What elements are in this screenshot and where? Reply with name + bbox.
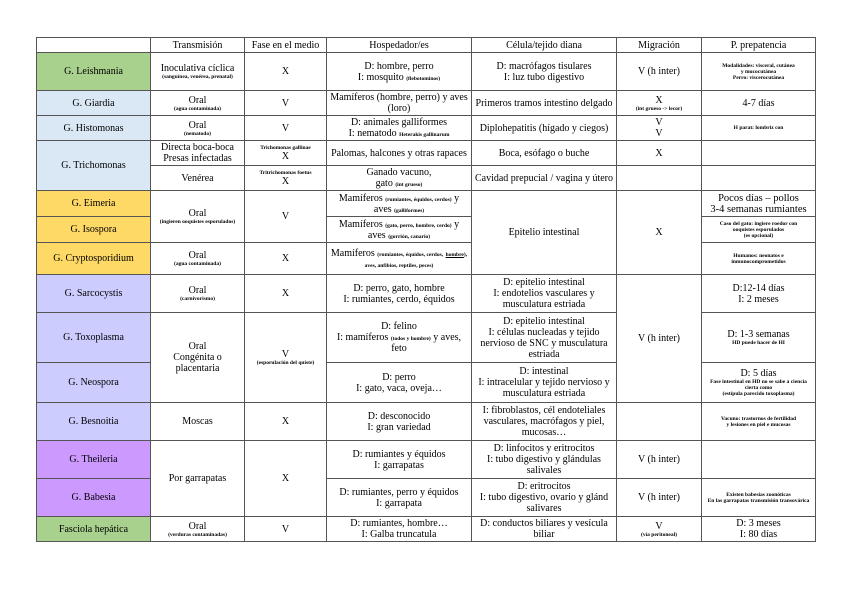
fase-cell: V xyxy=(245,191,327,243)
migracion-cell: X xyxy=(617,191,702,275)
transmision-cell: Moscas xyxy=(151,403,245,441)
fase-cell: Trichomonas gallinae X xyxy=(245,141,327,166)
table-row xyxy=(37,517,816,542)
transmision-cell: Oral (carnivorismo) xyxy=(151,275,245,313)
genus-cell: G. Histomonas xyxy=(37,116,151,141)
genus-cell: G. Babesia xyxy=(37,479,151,517)
hospedador-cell: D: animales galliformes I: nematodo Heterakis gallinarum xyxy=(327,116,472,141)
prepatencia-cell: Humanos: neonatos e inmunocomprometidos xyxy=(702,243,816,275)
prepatencia-cell xyxy=(702,166,816,191)
migracion-cell: X xyxy=(617,141,702,166)
genus-cell: G. Giardia xyxy=(37,91,151,116)
celula-cell: Epitelio intestinal xyxy=(472,191,617,275)
table-row xyxy=(37,91,816,116)
genus-cell: G. Besnoitia xyxy=(37,403,151,441)
celula-cell: D: macrófagos tisulares I: luz tubo digestivo xyxy=(472,53,617,91)
hospedador-cell: D: felino I: mamíferos (todos y hombre) y aves, feto xyxy=(327,313,472,363)
prepatencia-cell: D: 3 meses I: 80 días xyxy=(702,517,816,542)
fase-cell: V (esporulación del quiste) xyxy=(245,313,327,403)
genus-cell: G. Eimeria xyxy=(37,191,151,217)
celula-cell: D: conductos biliares y vesícula biliar xyxy=(472,517,617,542)
migracion-cell: V (h inter) xyxy=(617,479,702,517)
transmision-cell: Oral (agua contaminada) xyxy=(151,243,245,275)
parasites-table xyxy=(36,37,816,542)
hospedador-cell: D: perro I: gato, vaca, oveja… xyxy=(327,363,472,403)
transmision-cell: Oral (ingieren ooquistes esporulados) xyxy=(151,191,245,243)
genus-cell: G. Isospora xyxy=(37,217,151,243)
prepatencia-cell xyxy=(702,441,816,479)
genus-cell: G. Theileria xyxy=(37,441,151,479)
celula-cell: Cavidad prepucial / vagina y útero xyxy=(472,166,617,191)
prepatencia-cell: Modalidades: visceral, cutánea y mucocutánea Perro: viscerocutánea xyxy=(702,53,816,91)
header-celula: Célula/tejido diana xyxy=(472,38,617,53)
transmision-cell: Inoculativa cíclica (sanguínea, venérea, prenatal) xyxy=(151,53,245,91)
hospedador-cell: Palomas, halcones y otras rapaces xyxy=(327,141,472,166)
migracion-cell: X (int grueso -> lecor) xyxy=(617,91,702,116)
transmision-cell: Por garrapatas xyxy=(151,441,245,517)
migracion-cell: V (h inter) xyxy=(617,441,702,479)
header-transmision: Transmisión xyxy=(151,38,245,53)
prepatencia-cell: D: 5 días Fase intestinal en HD no se sabe a ciencia cierta como (estípula parecido toxoplasma) xyxy=(702,363,816,403)
header-hospedador: Hospedador/es xyxy=(327,38,472,53)
hospedador-cell: Mamíferos (rumiantes, équidos, cerdos) y aves (galliformes) xyxy=(327,191,472,217)
prepatencia-cell xyxy=(702,141,816,166)
transmision-cell: Oral (agua contaminada) xyxy=(151,91,245,116)
transmision-cell: Oral (nematodo) xyxy=(151,116,245,141)
prepatencia-cell: D: 1-3 semanas HD puede hacer de HI xyxy=(702,313,816,363)
table-row xyxy=(37,141,816,166)
celula-cell: D: epitelio intestinal I: endotelios vasculares y musculatura estriada xyxy=(472,275,617,313)
migracion-cell: V (h inter) xyxy=(617,275,702,403)
hospedador-cell: D: desconocido I: gran variedad xyxy=(327,403,472,441)
migracion-cell: V (h inter) xyxy=(617,53,702,91)
hospedador-cell: D: rumiantes, perro y équidos I: garrapata xyxy=(327,479,472,517)
header-migracion: Migración xyxy=(617,38,702,53)
header-genus xyxy=(37,38,151,53)
celula-cell: Primeros tramos intestino delgado xyxy=(472,91,617,116)
table-row xyxy=(37,441,816,479)
prepatencia-cell: H parat: lombriz con xyxy=(702,116,816,141)
prepatencia-cell: Existen babesias zoonóticas En las garrapatas transmisión transovárica xyxy=(702,479,816,517)
transmision-cell: Directa boca-boca Presas infectadas xyxy=(151,141,245,166)
hospedador-cell: Mamíferos (gato, perro, hombre, cerdo) y aves (gorrión, canario) xyxy=(327,217,472,243)
celula-cell: D: epitelio intestinal I: células nucleadas y tejido nervioso de SNC y musculatura estriada xyxy=(472,313,617,363)
fase-cell: X xyxy=(245,275,327,313)
header-prepatencia: P. prepatencia xyxy=(702,38,816,53)
fase-cell: X xyxy=(245,403,327,441)
prepatencia-cell: 4-7 días xyxy=(702,91,816,116)
hospedador-cell: Mamíferos (hombre, perro) y aves (loro) xyxy=(327,91,472,116)
prepatencia-cell: D:12-14 días I: 2 meses xyxy=(702,275,816,313)
genus-cell: G. Trichomonas xyxy=(37,141,151,191)
table-row xyxy=(37,275,816,313)
hospedador-cell: Mamíferos (rumiantes, équidos, cerdos, hombre), aves, anfibios, reptiles, peces) xyxy=(327,243,472,275)
genus-cell: G. Cryptosporidium xyxy=(37,243,151,275)
fase-cell: V xyxy=(245,517,327,542)
prepatencia-cell: Caso del gato: ingiere roedor con ooquistes esporulados (es opcional) xyxy=(702,217,816,243)
fase-cell: X xyxy=(245,53,327,91)
fase-cell: V xyxy=(245,91,327,116)
migracion-cell: V V xyxy=(617,116,702,141)
migracion-cell xyxy=(617,166,702,191)
table-row xyxy=(37,403,816,441)
celula-cell: Diplohepatitis (hígado y ciegos) xyxy=(472,116,617,141)
celula-cell: I: fibroblastos, cél endoteliales vasculares, macrófagos y piel, mucosas… xyxy=(472,403,617,441)
genus-cell: G. Neospora xyxy=(37,363,151,403)
transmision-cell: Venérea xyxy=(151,166,245,191)
fase-cell: X xyxy=(245,243,327,275)
table-row xyxy=(37,116,816,141)
table-row xyxy=(37,191,816,217)
celula-cell: Boca, esófago o buche xyxy=(472,141,617,166)
transmision-cell: Oral (verduras contaminadas) xyxy=(151,517,245,542)
genus-cell: G. Toxoplasma xyxy=(37,313,151,363)
celula-cell: D: linfocitos y eritrocitos I: tubo digestivo y glándulas salivales xyxy=(472,441,617,479)
table-row xyxy=(37,53,816,91)
transmision-cell: Oral Congénita o placentaria xyxy=(151,313,245,403)
prepatencia-cell: Pocos días – pollos 3-4 semanas rumiantes xyxy=(702,191,816,217)
header-fase: Fase en el medio xyxy=(245,38,327,53)
prepatencia-cell: Vacuno: trastornos de fertilidad y lesiones en piel e mucosas xyxy=(702,403,816,441)
celula-cell: D: intestinal I: intracelular y tejido nervioso y musculatura estriada xyxy=(472,363,617,403)
fase-cell: X xyxy=(245,441,327,517)
migracion-cell xyxy=(617,403,702,441)
genus-cell: G. Leishmania xyxy=(37,53,151,91)
hospedador-cell: D: rumiantes y équidos I: garrapatas xyxy=(327,441,472,479)
header-row xyxy=(37,38,816,53)
celula-cell: D: eritrocitos I: tubo digestivo, ovario y glánd salivares xyxy=(472,479,617,517)
genus-cell: G. Sarcocystis xyxy=(37,275,151,313)
hospedador-cell: D: hombre, perro I: mosquito (flebotominos) xyxy=(327,53,472,91)
fase-cell: Tritrichomonas foetus X xyxy=(245,166,327,191)
hospedador-cell: Ganado vacuno, gato (int grueso) xyxy=(327,166,472,191)
table-row xyxy=(37,166,816,191)
hospedador-cell: D: perro, gato, hombre I: rumiantes, cerdo, équidos xyxy=(327,275,472,313)
genus-cell: Fasciola hepática xyxy=(37,517,151,542)
hospedador-cell: D: rumiantes, hombre… I: Galba truncatula xyxy=(327,517,472,542)
migracion-cell: V (vía peritoneal) xyxy=(617,517,702,542)
fase-cell: V xyxy=(245,116,327,141)
